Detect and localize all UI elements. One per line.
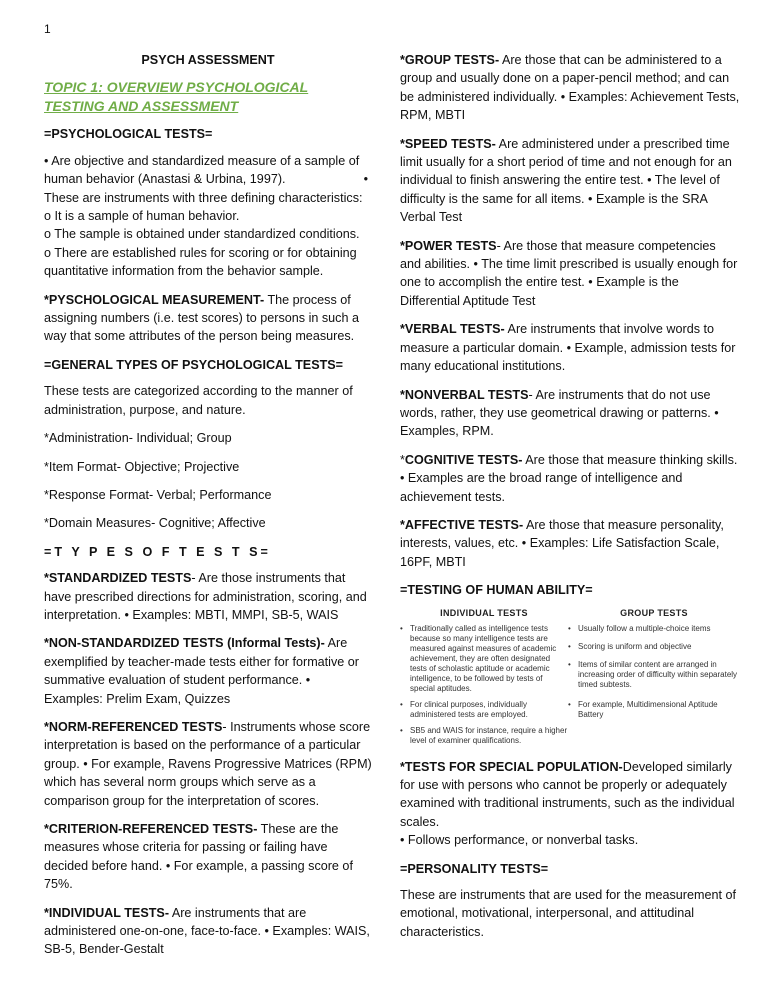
definition: - Are instruments that do not use words, rather, they use geometrical drawing or patterns. • Examples, RPM.	[400, 387, 719, 439]
personality-tests-heading: =PERSONALITY TESTS=	[400, 861, 549, 876]
cell-text: For example, Multidimensional Aptitude Battery	[578, 699, 718, 719]
right-column	[400, 51, 740, 951]
types-of-tests-heading: =T Y P E S O F T E S T S=	[44, 544, 271, 559]
definition-text: • Are objective and standardized measure of a sample of human behavior (Anastasi & Urbina, 1997).	[44, 153, 360, 187]
table-header	[400, 608, 740, 618]
category-domain-measures: *Domain Measures- Cognitive; Affective	[44, 516, 266, 531]
group-cell	[568, 624, 740, 694]
column-header-individual: INDIVIDUAL TESTS	[440, 607, 528, 618]
cognitive-tests-paragraph	[400, 451, 740, 506]
bullet: •	[400, 699, 403, 709]
definition: Are those that can be administered to a group and usually done on a paper-pencil method; and can be administered individually. • Examples: Achievement Tests, RPM, MBTI	[400, 53, 740, 123]
bullet: •	[568, 623, 571, 633]
personality-tests-text: These are instruments that are used for the measurement of emotional, motivational, interpersonal, and attitudinal characteristics.	[400, 888, 737, 939]
category-administration: *Administration- Individual; Group	[44, 431, 232, 446]
term: *INDIVIDUAL TESTS-	[44, 905, 170, 920]
definition: Are administered under a prescribed time limit usually for a short period of time and not enough for an individual to finish answering the entire test. • The level of difficulty is the same for all items. • Example is the SRA Verbal Test	[400, 136, 732, 225]
definition: Are those that measure personality, interests, values, etc. • Examples: Life Satisfaction Scale, 16PF, MBTI	[400, 517, 724, 569]
definition: Are those that measure thinking skills.	[522, 452, 738, 467]
psychological-tests-heading: =PSYCHOLOGICAL TESTS=	[44, 127, 213, 142]
table-row	[400, 726, 740, 746]
definition: - Are those that measure competencies and abilities. • The time limit prescribed is usually enough for one to accomplish the entire test. • Example is the Differential Aptitude Test	[400, 238, 738, 308]
cell-text: Traditionally called as intelligence tests because so many intelligence tests are measured against measures of academic achievement, they are often designated tests of scholastic aptitude or academic intelligence, to be followed by tests of special aptitudes.	[410, 623, 557, 693]
examples: • Examples are the broad range of intelligence and achievement tests.	[400, 471, 683, 504]
bullet: •	[568, 699, 571, 709]
page-number: 1	[44, 22, 51, 36]
note: • Follows performance, or nonverbal tasks.	[400, 833, 639, 848]
group-tests-paragraph	[400, 51, 740, 125]
term: *PYSCHOLOGICAL MEASUREMENT-	[44, 292, 265, 307]
speed-tests-paragraph	[400, 135, 740, 227]
table-row	[400, 624, 740, 694]
characteristics-intro: These are instruments with three defining characteristics:	[44, 190, 363, 205]
ability-comparison-table	[400, 608, 740, 746]
group-item	[568, 642, 740, 652]
characteristic-2: o The sample is obtained under standardized conditions.	[44, 227, 360, 242]
special-population-paragraph	[400, 758, 740, 850]
power-tests-paragraph	[400, 237, 740, 311]
group-item	[568, 660, 740, 690]
individual-cell	[400, 624, 568, 694]
category-response-format: *Response Format- Verbal; Performance	[44, 487, 272, 502]
psychological-measurement-paragraph	[44, 291, 372, 346]
column-header-group: GROUP TESTS	[620, 607, 688, 618]
cell-text: For clinical purposes, individually administered tests are employed.	[410, 699, 528, 719]
group-cell-empty	[568, 726, 740, 746]
term: *NORM-REFERENCED TESTS	[44, 719, 223, 734]
characteristic-3: o There are established rules for scoring or for obtaining quantitative information from the behavior sample.	[44, 245, 357, 279]
definition: Are instruments that are administered one-on-one, face-to-face. • Examples: WAIS, SB-5, Bender-Gestalt	[44, 905, 370, 957]
group-cell	[568, 700, 740, 720]
human-ability-heading: =TESTING OF HUMAN ABILITY=	[400, 583, 593, 598]
general-types-heading: =GENERAL TYPES OF PSYCHOLOGICAL TESTS=	[44, 357, 344, 372]
criterion-referenced-tests-paragraph	[44, 820, 372, 894]
individual-cell	[400, 700, 568, 720]
bullet: •	[568, 641, 571, 651]
cell-text: Items of similar content are arranged in increasing order of difficulty within separately timed subtests.	[578, 659, 738, 689]
term: COGNITIVE TESTS-	[404, 452, 523, 467]
cell-text: Scoring is uniform and objective	[578, 641, 692, 651]
characteristic-1: o It is a sample of human behavior.	[44, 209, 240, 224]
bullet: •	[400, 725, 403, 735]
cell-text: Usually follow a multiple-choice items	[578, 623, 711, 633]
term: *NONVERBAL TESTS	[400, 387, 529, 402]
nonverbal-tests-paragraph	[400, 386, 740, 441]
term: *STANDARDIZED TESTS	[44, 571, 192, 586]
definition: Are exemplified by teacher-made tests either for formative or summative evaluation of student performance. • Examples: Prelim Exam, Quizzes	[44, 636, 359, 706]
stray-bullet: •	[363, 172, 368, 187]
bullet: •	[568, 659, 571, 669]
document-title: PSYCH ASSESSMENT	[141, 53, 275, 67]
cell-text: SB5 and WAIS for instance, require a higher level of examiner qualifications.	[410, 725, 568, 745]
asterisk: *	[400, 452, 405, 467]
term: *POWER TESTS	[400, 238, 497, 253]
group-item	[568, 624, 740, 634]
individual-cell	[400, 726, 568, 746]
topic-heading: TOPIC 1: OVERVIEW PSYCHOLOGICAL TESTING AND ASSESSMENT	[44, 79, 309, 115]
definition: Developed similarly for use with persons who cannot be properly or adequately examined with traditional instruments, such as the individual scales.	[400, 759, 735, 829]
definition: Are instruments that involve words to measure a particular domain. • Example, admission tests for many educational institutions.	[400, 322, 736, 374]
verbal-tests-paragraph	[400, 320, 740, 375]
individual-tests-paragraph	[44, 904, 372, 959]
definition: The process of assigning numbers (i.e. test scores) to persons in such a way that some attributes of the person being measures.	[44, 292, 359, 344]
term: *AFFECTIVE TESTS-	[400, 517, 524, 532]
left-column	[44, 51, 372, 969]
term: *VERBAL TESTS-	[400, 322, 505, 337]
definition: - Instruments whose score interpretation is based on the performance of a particular group. • For example, Ravens Progressive Matrices (RPM) which has several norm groups which serve as a comparison group for the interpretation of scores.	[44, 719, 372, 808]
term: *TESTS FOR SPECIAL POPULATION-	[400, 759, 623, 774]
term: *CRITERION-REFERENCED TESTS-	[44, 822, 258, 836]
term: *SPEED TESTS-	[400, 136, 496, 151]
term: *NON-STANDARDIZED TESTS (Informal Tests)-	[44, 636, 325, 651]
affective-tests-paragraph	[400, 516, 740, 571]
table-row	[400, 700, 740, 720]
definition: These are the measures whose criteria for passing or failing have decided before hand. • For example, a passing score of 75%.	[44, 822, 353, 892]
category-item-format: *Item Format- Objective; Projective	[44, 459, 240, 474]
bullet: •	[400, 623, 403, 633]
psychological-tests-definition	[44, 152, 372, 189]
norm-referenced-tests-paragraph	[44, 718, 372, 810]
term: *GROUP TESTS-	[400, 53, 500, 67]
standardized-tests-paragraph	[44, 569, 372, 624]
definition: - Are those instruments that have prescribed directions for administration, scoring, and interpretation. • Examples: MBTI, MMPI, SB-5, WAIS	[44, 571, 367, 622]
general-types-text: These tests are categorized according to the manner of administration, purpose, and nature.	[44, 384, 353, 417]
non-standardized-tests-paragraph	[44, 634, 372, 708]
